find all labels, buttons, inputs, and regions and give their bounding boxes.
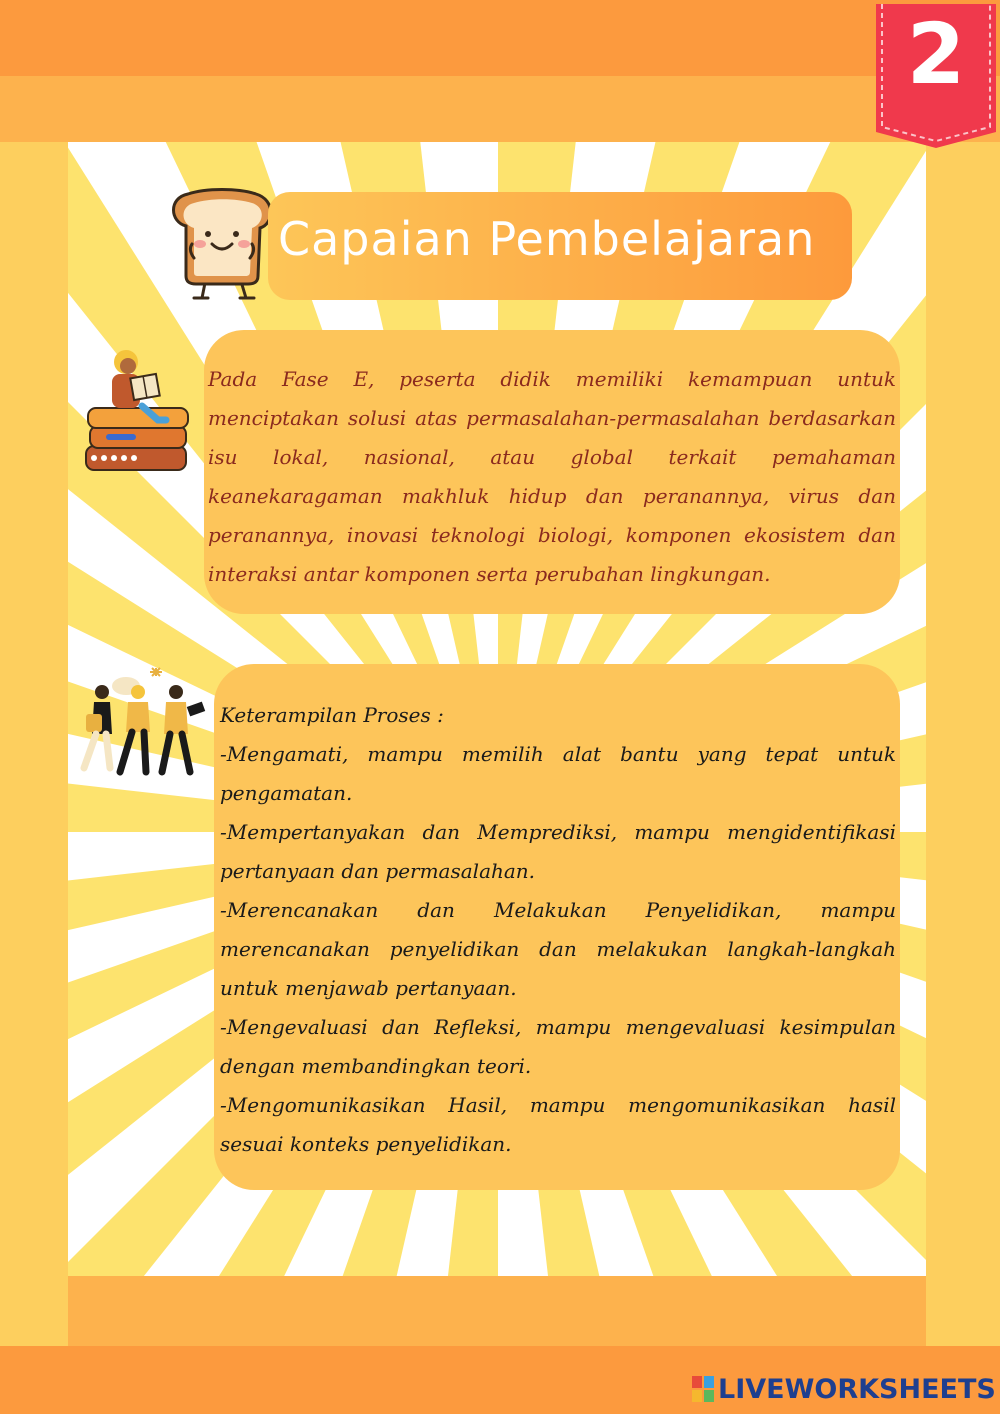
skill-item: -Mengomunikasikan Hasil, mampu mengomunikasikan hasil sesuai konteks penyelidikan. — [220, 1093, 896, 1156]
skill-item: -Mempertanyakan dan Memprediksi, mampu mengidentifikasi pertanyaan dan permasalahan. — [220, 820, 896, 883]
bottom-band-light — [68, 1276, 926, 1346]
toast-mascot-icon — [166, 186, 278, 304]
top-band — [0, 0, 1000, 76]
left-border — [0, 142, 68, 1346]
brand-watermark — [692, 1372, 996, 1406]
reading-girl-books-icon — [82, 346, 194, 476]
right-border — [926, 142, 1000, 1346]
skill-item: -Mengamati, mampu memilih alat bantu yang tepat untuk pengamatan. — [220, 742, 896, 805]
skills-heading: Keterampilan Proses : — [220, 703, 444, 727]
page-number: 2 — [906, 5, 966, 103]
brand-name: LIVEWORKSHEETS — [718, 1373, 996, 1405]
liveworksheets-logo-icon — [692, 1376, 714, 1402]
skills-list — [220, 696, 896, 1164]
top-band-light — [0, 76, 1000, 142]
skill-item: -Merencanakan dan Melakukan Penyelidikan, mampu merencanakan penyelidikan dan melakukan langkah-langkah untuk menjawab pertanyaan. — [220, 898, 896, 1000]
walking-people-icon — [76, 664, 214, 782]
page-title: Capaian Pembelajaran — [278, 212, 816, 266]
competency-paragraph: Pada Fase E, peserta didik memiliki kemampuan untuk menciptakan solusi atas permasalahan-permasalahan berdasarkan isu lokal, nasional, atau global terkait pemahaman keanekaragaman makhluk hidup dan peranannya, virus dan peranannya, inovasi teknologi biologi, komponen ekosistem dan interaksi antar komponen serta perubahan lingkungan. — [208, 367, 896, 586]
skill-item: -Mengevaluasi dan Refleksi, mampu mengevaluasi kesimpulan dengan membandingkan teori. — [220, 1015, 896, 1078]
